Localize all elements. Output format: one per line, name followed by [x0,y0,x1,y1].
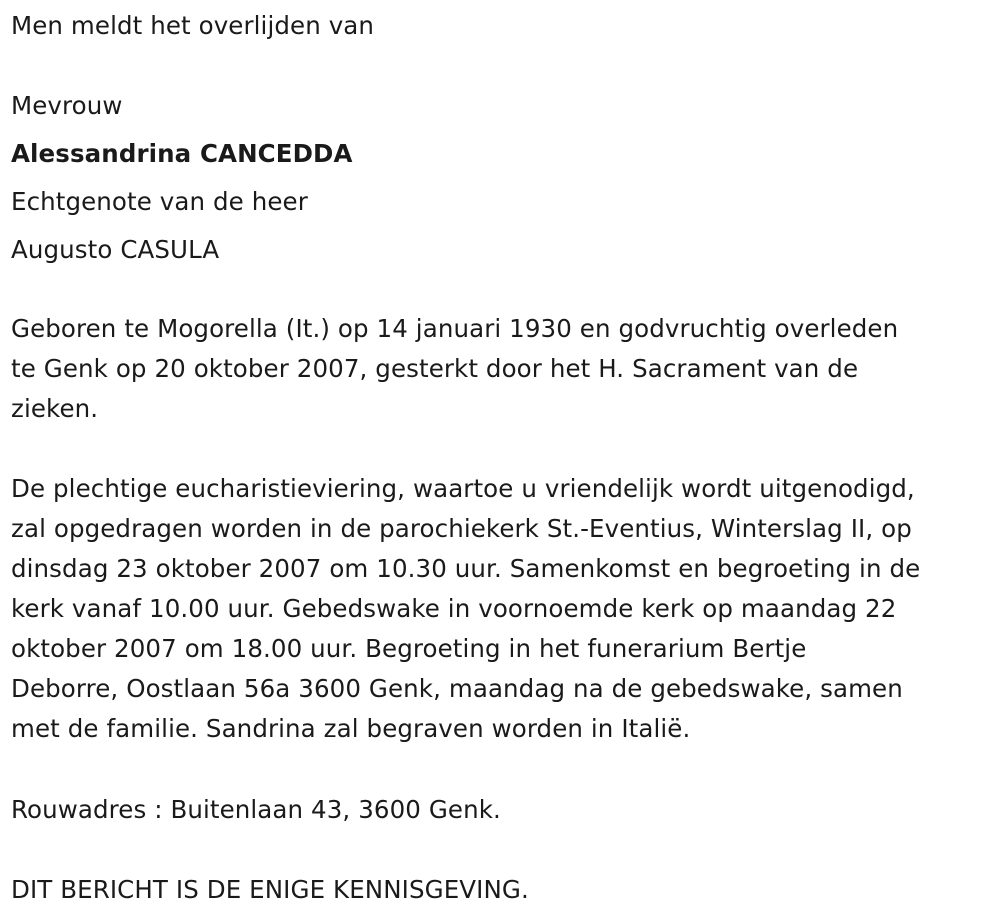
ceremony-line: De plechtige eucharistieviering, waartoe u vriendelijk wordt uitgenodigd, [11,474,915,503]
ceremony-line: Deborre, Oostlaan 56a 3600 Genk, maandag na de gebedswake, samen [11,674,903,703]
spouse-line-1: Echtgenote van de heer [11,187,308,216]
birth-death-line: Geboren te Mogorella (It.) op 14 januari 1930 en godvruchtig overleden [11,314,899,343]
ceremony-line: zal opgedragen worden in de parochiekerk St.-Eventius, Winterslag II, op [11,514,912,543]
ceremony-line: dinsdag 23 oktober 2007 om 10.30 uur. Samenkomst en begroeting in de [11,554,921,583]
birth-death-line: te Genk op 20 oktober 2007, gesterkt door het H. Sacrament van de [11,354,859,383]
ceremony-paragraph [11,469,996,749]
deceased-name: Alessandrina CANCEDDA [11,139,353,168]
birth-death-line: zieken. [11,394,99,423]
intro-text: Men meldt het overlijden van [11,11,375,40]
salutation: Mevrouw [11,91,123,120]
ceremony-line: kerk vanaf 10.00 uur. Gebedswake in voornoemde kerk op maandag 22 [11,594,897,623]
ceremony-line: met de familie. Sandrina zal begraven worden in Italië. [11,714,691,743]
mourning-address: Rouwadres : Buitenlaan 43, 3600 Genk. [11,795,501,824]
closing-notice: DIT BERICHT IS DE ENIGE KENNISGEVING. [11,875,529,904]
birth-death-paragraph [11,309,996,429]
ceremony-line: oktober 2007 om 18.00 uur. Begroeting in het funerarium Bertje [11,634,807,663]
spouse-line-2: Augusto CASULA [11,235,220,264]
